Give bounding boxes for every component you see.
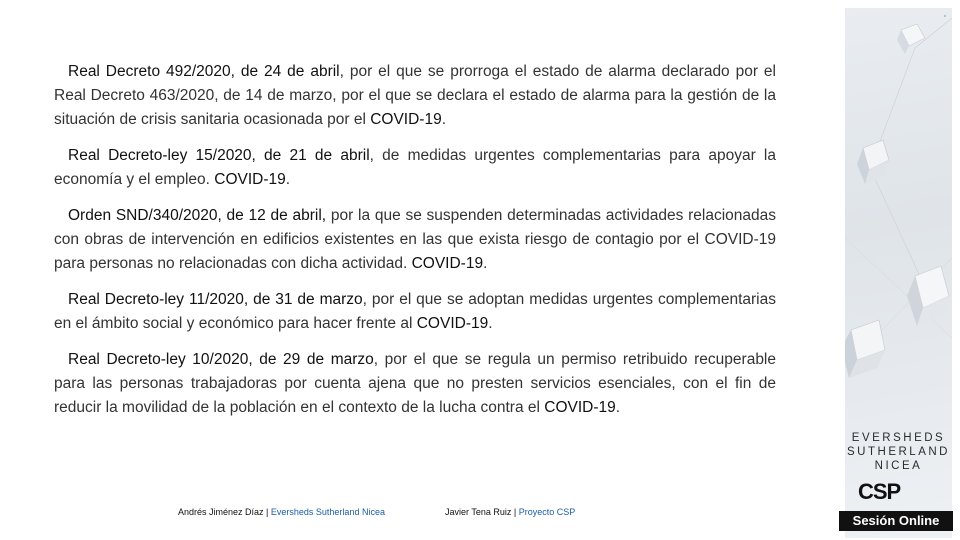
paragraph-rdl-11-2020 xyxy=(54,288,776,336)
paragraph-lead: Real Decreto-ley 11/2020, de 31 de marzo xyxy=(68,291,363,308)
footer-right-org: Proyecto CSP xyxy=(518,507,576,517)
csp-logo: CSP xyxy=(858,479,901,504)
paragraph-end: . xyxy=(441,111,447,128)
paragraph-tag: COVID-19 xyxy=(370,111,442,128)
eversheds-logo-line-2: SUTHERLAND xyxy=(847,446,950,458)
paragraph-body: por la que se suspenden determinadas actividades relacionadas con obras de intervención en edificios existentes en las que exista riesgo de contagio por el COVID-19 para personas no relacionadas con dicha actividad. xyxy=(54,207,776,272)
footer-right-name: Javier Tena Ruiz xyxy=(445,507,512,517)
session-online-badge: Sesión Online xyxy=(839,511,953,531)
paragraph-lead: Real Decreto 492/2020, de 24 de abril xyxy=(68,63,340,80)
paragraph-tag: COVID-19 xyxy=(416,315,489,332)
paragraph-tag: COVID-19 xyxy=(214,171,286,188)
paragraph-end: . xyxy=(483,255,488,272)
paragraph-rd-492-2020 xyxy=(54,60,776,132)
eversheds-logo-line-3: NICEA xyxy=(874,460,923,472)
paragraph-body: , por el que se prorroga el estado de alarma declarado por el Real Decreto 463/2020, de 14 de marzo, por el que se declara el estado de alarma para la gestión de la situación de crisis sanitaria ocasionada por el xyxy=(54,63,776,128)
paragraph-end: . xyxy=(615,399,621,416)
paragraph-lead: Real Decreto-ley 10/2020, de 29 de marzo xyxy=(68,351,374,368)
paragraph-body: , por el que se adoptan medidas urgentes complementarias en el ámbito social y económico para hacer frente al xyxy=(54,291,776,332)
paragraph-orden-snd-340-2020 xyxy=(54,204,776,276)
footer xyxy=(0,507,830,521)
paragraph-rdl-10-2020 xyxy=(54,348,776,420)
paragraph-rdl-15-2020 xyxy=(54,144,776,192)
footer-left-sep: | xyxy=(263,507,271,517)
footer-left-org: Eversheds Sutherland Nicea xyxy=(270,507,385,517)
paragraph-lead: Orden SND/340/2020, de 12 de abril, xyxy=(68,207,327,224)
paragraph-body: , por el que se regula un permiso retribuido recuperable para las personas trabajadoras por cuenta ajena que no presten servicios esenciales, con el fin de reducir la movilidad de la población en el contexto de la lucha contra el xyxy=(54,351,776,416)
paragraph-body: , de medidas urgentes complementarias para apoyar la economía y el empleo. xyxy=(54,147,776,188)
paragraph-end: . xyxy=(285,171,291,188)
footer-author-right xyxy=(445,507,575,517)
paragraph-end: . xyxy=(488,315,493,332)
sidebar-decoration xyxy=(845,8,952,538)
paragraph-tag: COVID-19 xyxy=(411,255,484,272)
eversheds-logo-line-1: EVERSHEDS xyxy=(851,432,946,444)
document-body xyxy=(54,60,776,432)
paragraph-lead: Real Decreto-ley 15/2020, de 21 de abril xyxy=(68,147,370,164)
paragraph-tag: COVID-19 xyxy=(544,399,616,416)
footer-left-name: Andrés Jiménez Díaz xyxy=(178,507,264,517)
footer-right-sep: | xyxy=(511,507,519,517)
footer-author-left xyxy=(178,507,385,517)
